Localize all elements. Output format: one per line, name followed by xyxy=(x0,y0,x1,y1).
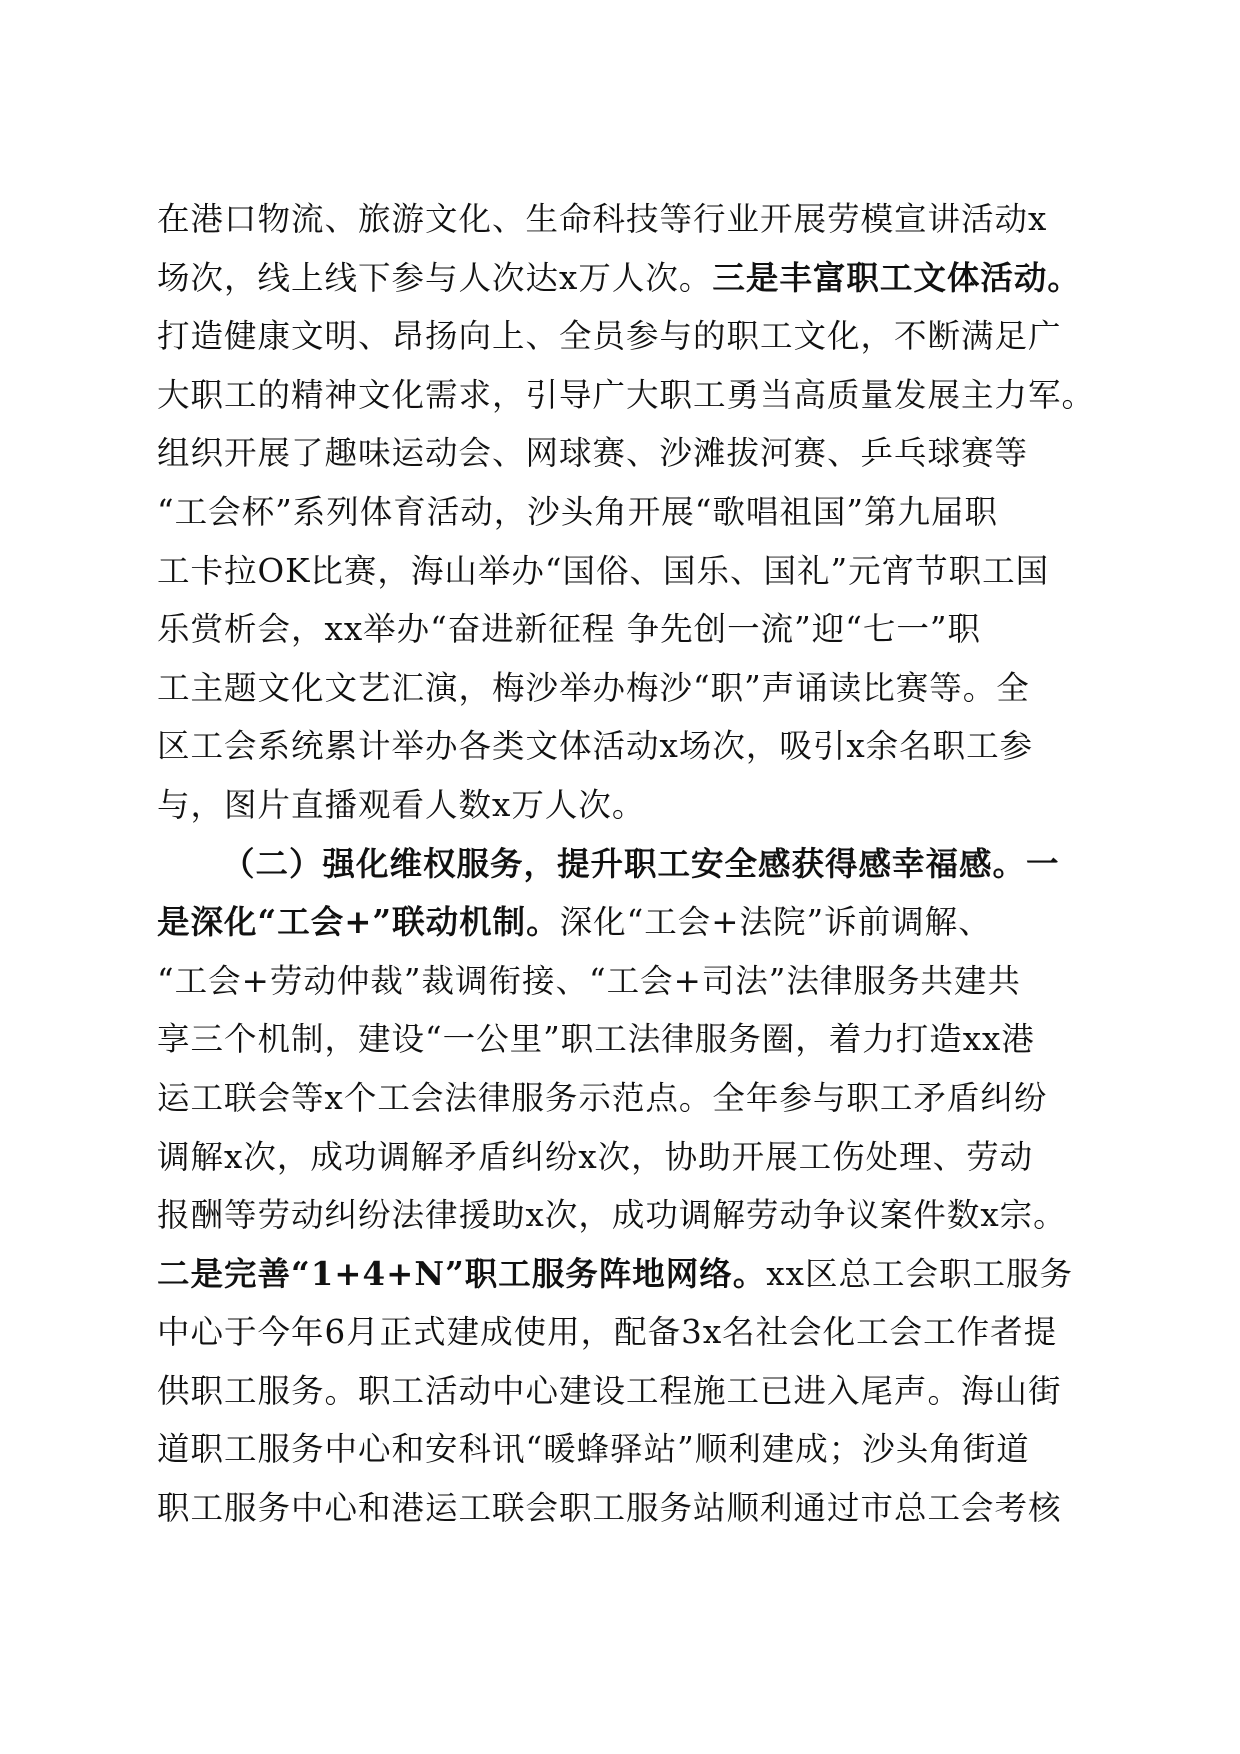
text-segment: 享三个机制，建设“一公里”职工法律服务圈，着力打造xx港 xyxy=(157,1020,1035,1059)
section-heading-line xyxy=(157,835,1092,894)
text-line xyxy=(157,249,1092,308)
text-line xyxy=(157,893,1092,952)
text-segment: 大职工的精神文化需求，引导广大职工勇当高质量发展主力军。 xyxy=(157,375,1096,414)
text-segment: 运工联会等x个工会法律服务示范点。全年参与职工矛盾纠纷 xyxy=(157,1078,1048,1117)
text-segment: 深化“工会+法院”诉前调解、 xyxy=(559,903,992,942)
text-line xyxy=(157,1069,1092,1128)
text-segment: 调解x次，成功调解矛盾纠纷x次，协助开展工伤处理、劳动 xyxy=(157,1137,1034,1176)
text-segment: 职工服务中心和港运工联会职工服务站顺利通过市总工会考核 xyxy=(157,1489,1062,1528)
bold-text-segment: 三是丰富职工文体活动。 xyxy=(712,257,1081,297)
text-segment: 打造健康文明、昂扬向上、全员参与的职工文化，不断满足广 xyxy=(157,317,1062,356)
text-segment: 工主题文化文艺汇演，梅沙举办梅沙“职”声诵读比赛等。全 xyxy=(157,668,1030,707)
text-line xyxy=(157,366,1096,425)
text-line xyxy=(157,659,1092,718)
text-segment: 组织开展了趣味运动会、网球赛、沙滩拔河赛、乒乓球赛等 xyxy=(157,434,1029,473)
text-line xyxy=(157,307,1092,366)
body-text xyxy=(157,190,1096,1538)
text-segment: 供职工服务。职工活动中心建设工程施工已进入尾声。海山街 xyxy=(157,1371,1062,1410)
text-line xyxy=(157,542,1092,601)
text-segment: 报酬等劳动纠纷法律援助x次，成功调解劳动争议案件数x宗。 xyxy=(157,1196,1067,1235)
text-line xyxy=(157,1303,1092,1362)
text-segment: 区工会系统累计举办各类文体活动x场次，吸引x余名职工参 xyxy=(157,727,1034,766)
text-line xyxy=(157,424,1092,483)
text-line xyxy=(157,776,1092,835)
text-line xyxy=(157,483,1092,542)
text-segment: 道职工服务中心和安科讯“暖蜂驿站”顺利建成；沙头角街道 xyxy=(157,1430,1030,1469)
text-line xyxy=(157,600,1092,659)
text-segment: 在港口物流、旅游文化、生命科技等行业开展劳模宣讲活动x xyxy=(157,200,1048,238)
text-segment: xx区总工会职工服务 xyxy=(766,1254,1073,1293)
text-segment: 工卡拉OK比赛，海山举办“国俗、国乐、国礼”元宵节职工国 xyxy=(157,551,1050,590)
text-segment: 与，图片直播观看人数x万人次。 xyxy=(157,785,646,824)
text-line xyxy=(157,1186,1092,1245)
text-line xyxy=(157,1420,1092,1479)
bold-text-segment: （二）强化维权服务，提升职工安全感获得感幸福感。一 xyxy=(222,843,1060,883)
text-segment: 场次，线上线下参与人次达x万人次。 xyxy=(157,258,713,297)
text-line xyxy=(157,952,1092,1011)
text-line xyxy=(157,1479,1092,1538)
bold-text-segment: 二是完善“1+4+N”职工服务阵地网络。 xyxy=(157,1253,767,1293)
text-line xyxy=(157,1128,1092,1187)
text-segment: “工会杯”系列体育活动，沙头角开展“歌唱祖国”第九届职 xyxy=(157,492,998,531)
text-line xyxy=(157,1245,1092,1304)
text-line xyxy=(157,717,1092,776)
bold-text-segment: 是深化“工会+”联动机制。 xyxy=(157,902,560,942)
text-line xyxy=(157,190,1092,249)
text-segment: “工会+劳动仲裁”裁调衔接、“工会+司法”法律服务共建共 xyxy=(157,961,1021,1000)
text-segment: 中心于今年6月正式建成使用，配备3x名社会化工会工作者提 xyxy=(157,1313,1058,1352)
text-segment: 乐赏析会，xx举办“奋进新征程 争先创一流”迎“七一”职 xyxy=(157,610,981,649)
text-line xyxy=(157,1010,1092,1069)
text-line xyxy=(157,1362,1092,1421)
